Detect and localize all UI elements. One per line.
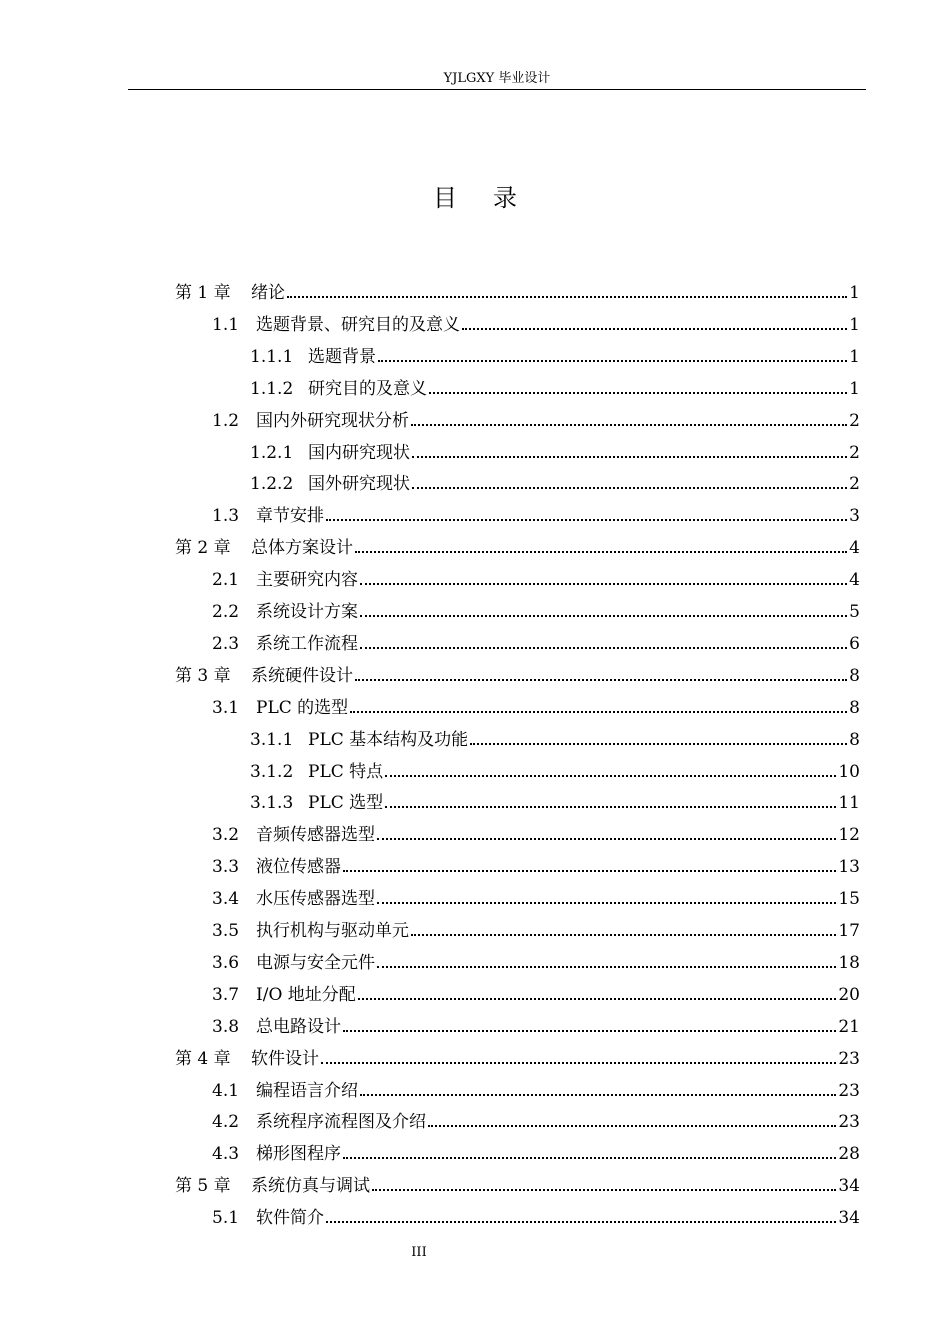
toc-entry-title: 系统仿真与调试 bbox=[251, 1176, 370, 1196]
toc-entry-title: PLC 选型 bbox=[308, 793, 384, 813]
page-number: III bbox=[411, 1245, 427, 1260]
toc-entry-page: 34 bbox=[838, 1208, 860, 1228]
toc-entry[interactable] bbox=[250, 790, 860, 814]
toc-entry-number: 第 1 章 bbox=[175, 283, 231, 303]
toc-entry-title: 液位传感器 bbox=[256, 857, 341, 877]
toc-entry[interactable] bbox=[212, 822, 860, 846]
toc-entry-page: 6 bbox=[849, 634, 860, 654]
toc-entry[interactable] bbox=[212, 1014, 860, 1038]
toc-entry[interactable] bbox=[175, 1046, 860, 1070]
toc-dot-leader bbox=[411, 934, 836, 936]
toc-entry-page: 8 bbox=[849, 666, 860, 686]
toc-entry[interactable] bbox=[212, 408, 860, 432]
toc-entry[interactable] bbox=[175, 663, 860, 687]
toc-entry-page: 4 bbox=[849, 538, 860, 558]
toc-entry-title: PLC 特点 bbox=[308, 762, 384, 782]
toc-dot-leader bbox=[360, 615, 847, 617]
toc-entry-title: 系统工作流程 bbox=[256, 634, 358, 654]
toc-entry-number: 3.1.1 bbox=[250, 730, 294, 750]
toc-dot-leader bbox=[326, 519, 847, 521]
toc-dot-leader bbox=[360, 647, 847, 649]
toc-dot-leader bbox=[372, 1189, 836, 1191]
toc-entry[interactable] bbox=[212, 886, 860, 910]
toc-entry[interactable] bbox=[250, 376, 860, 400]
toc-entry[interactable] bbox=[250, 759, 860, 783]
toc-dot-leader bbox=[355, 679, 847, 681]
toc-dot-leader bbox=[462, 328, 847, 330]
toc-entry-title: 总体方案设计 bbox=[251, 538, 353, 558]
toc-dot-leader bbox=[355, 551, 847, 553]
toc-entry-title: PLC 的选型 bbox=[256, 698, 349, 718]
toc-entry-number: 3.2 bbox=[212, 825, 240, 845]
toc-entry-number: 5.1 bbox=[212, 1208, 240, 1228]
toc-entry-number: 3.8 bbox=[212, 1017, 240, 1037]
toc-entry-title: 软件简介 bbox=[256, 1208, 324, 1228]
toc-entry-page: 18 bbox=[838, 953, 860, 973]
page-header bbox=[128, 70, 866, 90]
toc-entry-number: 4.2 bbox=[212, 1112, 240, 1132]
toc-entry-title: 系统设计方案 bbox=[256, 602, 358, 622]
toc-entry-number: 3.4 bbox=[212, 889, 240, 909]
toc-dot-leader bbox=[412, 487, 847, 489]
toc-entry[interactable] bbox=[175, 1173, 860, 1197]
toc-entry-title: 绪论 bbox=[251, 283, 285, 303]
toc-dot-leader bbox=[378, 360, 847, 362]
toc-entry-page: 20 bbox=[838, 985, 860, 1005]
toc-dot-leader bbox=[343, 1030, 836, 1032]
toc-entry[interactable] bbox=[212, 982, 860, 1006]
toc-entry[interactable] bbox=[212, 567, 860, 591]
toc-entry-title: 水压传感器选型 bbox=[256, 889, 375, 909]
toc-entry-page: 15 bbox=[838, 889, 860, 909]
toc-entry-title: 执行机构与驱动单元 bbox=[256, 921, 409, 941]
toc-entry-title: PLC 基本结构及功能 bbox=[308, 730, 469, 750]
toc-dot-leader bbox=[287, 296, 847, 298]
toc-entry-title: I/O 地址分配 bbox=[256, 985, 356, 1005]
toc-entry[interactable] bbox=[175, 280, 860, 304]
toc-entry-page: 23 bbox=[838, 1081, 860, 1101]
toc-entry-number: 第 4 章 bbox=[175, 1049, 231, 1069]
toc-dot-leader bbox=[377, 966, 836, 968]
toc-entry-page: 1 bbox=[849, 347, 860, 367]
toc-entry-number: 1.1.1 bbox=[250, 347, 294, 367]
toc-entry[interactable] bbox=[250, 344, 860, 368]
toc-entry-number: 第 2 章 bbox=[175, 538, 231, 558]
toc-entry-title: 主要研究内容 bbox=[256, 570, 358, 590]
toc-entry-page: 13 bbox=[838, 857, 860, 877]
toc-entry-page: 2 bbox=[849, 411, 860, 431]
toc-entry[interactable] bbox=[212, 599, 860, 623]
toc-entry-page: 12 bbox=[838, 825, 860, 845]
toc-entry-page: 11 bbox=[838, 793, 860, 813]
toc-entry-number: 1.1 bbox=[212, 315, 240, 335]
toc-dot-leader bbox=[412, 456, 847, 458]
toc-entry-number: 第 5 章 bbox=[175, 1176, 231, 1196]
toc-entry[interactable] bbox=[212, 1109, 860, 1133]
toc-entry-page: 34 bbox=[838, 1176, 860, 1196]
toc-entry-page: 8 bbox=[849, 698, 860, 718]
toc-entry-number: 2.1 bbox=[212, 570, 240, 590]
toc-entry-page: 8 bbox=[849, 730, 860, 750]
toc-entry-title: 总电路设计 bbox=[256, 1017, 341, 1037]
toc-entry-number: 3.1 bbox=[212, 698, 240, 718]
toc-entry-page: 1 bbox=[849, 283, 860, 303]
toc-entry-number: 3.6 bbox=[212, 953, 240, 973]
toc-entry[interactable] bbox=[212, 631, 860, 655]
toc-entry-number: 1.2.1 bbox=[250, 443, 294, 463]
toc-entry-title: 软件设计 bbox=[251, 1049, 319, 1069]
toc-entry-page: 23 bbox=[838, 1049, 860, 1069]
toc-dot-leader bbox=[411, 424, 847, 426]
toc-entry[interactable] bbox=[212, 918, 860, 942]
toc-entry-title: 系统硬件设计 bbox=[251, 666, 353, 686]
toc-entry-title: 国内研究现状 bbox=[308, 443, 410, 463]
toc-entry-number: 3.3 bbox=[212, 857, 240, 877]
toc-entry[interactable] bbox=[212, 503, 860, 527]
toc-entry-number: 第 3 章 bbox=[175, 666, 231, 686]
toc-entry[interactable] bbox=[175, 535, 860, 559]
toc-dot-leader bbox=[360, 1094, 836, 1096]
toc-entry[interactable] bbox=[212, 950, 860, 974]
toc-entry[interactable] bbox=[212, 1141, 860, 1165]
toc-entry-title: 选题背景 bbox=[308, 347, 376, 367]
toc-entry[interactable] bbox=[212, 695, 860, 719]
toc-entry-number: 2.2 bbox=[212, 602, 240, 622]
toc-entry-number: 1.1.2 bbox=[250, 379, 294, 399]
toc-entry-number: 4.1 bbox=[212, 1081, 240, 1101]
toc-title: 目录 bbox=[433, 184, 553, 212]
toc-dot-leader bbox=[470, 743, 847, 745]
toc-entry-page: 21 bbox=[838, 1017, 860, 1037]
toc-dot-leader bbox=[360, 583, 847, 585]
toc-entry[interactable] bbox=[212, 312, 860, 336]
toc-dot-leader bbox=[343, 870, 836, 872]
toc-entry-number: 1.2 bbox=[212, 411, 240, 431]
toc-dot-leader bbox=[428, 1125, 836, 1127]
toc-entry-page: 1 bbox=[849, 315, 860, 335]
toc-dot-leader bbox=[321, 1062, 836, 1064]
toc-entry-page: 23 bbox=[838, 1112, 860, 1132]
toc-entry-number: 3.1.3 bbox=[250, 793, 294, 813]
toc-entry-number: 4.3 bbox=[212, 1144, 240, 1164]
toc-entry-page: 2 bbox=[849, 474, 860, 494]
toc-dot-leader bbox=[343, 1157, 836, 1159]
toc-entry-title: 电源与安全元件 bbox=[256, 953, 375, 973]
toc-entry-number: 3.1.2 bbox=[250, 762, 294, 782]
toc-dot-leader bbox=[326, 1221, 836, 1223]
toc-entry[interactable] bbox=[250, 440, 860, 464]
toc-entry-number: 3.5 bbox=[212, 921, 240, 941]
toc-entry-title: 选题背景、研究目的及意义 bbox=[256, 315, 460, 335]
header-text: YJLGXY 毕业设计 bbox=[443, 71, 551, 86]
toc-dot-leader bbox=[377, 902, 836, 904]
toc-entry[interactable] bbox=[250, 727, 860, 751]
toc-entry-number: 1.2.2 bbox=[250, 474, 294, 494]
toc-entry-number: 3.7 bbox=[212, 985, 240, 1005]
toc-dot-leader bbox=[358, 998, 837, 1000]
toc-entry-title: 梯形图程序 bbox=[256, 1144, 341, 1164]
toc-entry-page: 5 bbox=[849, 602, 860, 622]
toc-entry-number: 2.3 bbox=[212, 634, 240, 654]
toc-dot-leader bbox=[429, 392, 847, 394]
toc-entry-page: 3 bbox=[849, 506, 860, 526]
toc-entry[interactable] bbox=[212, 1078, 860, 1102]
toc-dot-leader bbox=[377, 838, 836, 840]
toc-entry-title: 编程语言介绍 bbox=[256, 1081, 358, 1101]
toc-entry[interactable] bbox=[212, 1205, 860, 1229]
toc-entry-number: 1.3 bbox=[212, 506, 240, 526]
toc-entry-page: 4 bbox=[849, 570, 860, 590]
toc-entry-page: 28 bbox=[838, 1144, 860, 1164]
toc-entry[interactable] bbox=[212, 854, 860, 878]
toc-entry-title: 国外研究现状 bbox=[308, 474, 410, 494]
toc-entry-page: 17 bbox=[838, 921, 860, 941]
toc-dot-leader bbox=[350, 711, 847, 713]
toc-entry-title: 研究目的及意义 bbox=[308, 379, 427, 399]
toc-entry-title: 章节安排 bbox=[256, 506, 324, 526]
toc-entry-page: 2 bbox=[849, 443, 860, 463]
toc-entry[interactable] bbox=[250, 471, 860, 495]
toc-dot-leader bbox=[385, 806, 836, 808]
toc-entry-page: 10 bbox=[838, 762, 860, 782]
toc-entry-title: 音频传感器选型 bbox=[256, 825, 375, 845]
toc-entry-title: 国内外研究现状分析 bbox=[256, 411, 409, 431]
toc-entry-title: 系统程序流程图及介绍 bbox=[256, 1112, 426, 1132]
toc-dot-leader bbox=[385, 775, 836, 777]
toc-entry-page: 1 bbox=[849, 379, 860, 399]
